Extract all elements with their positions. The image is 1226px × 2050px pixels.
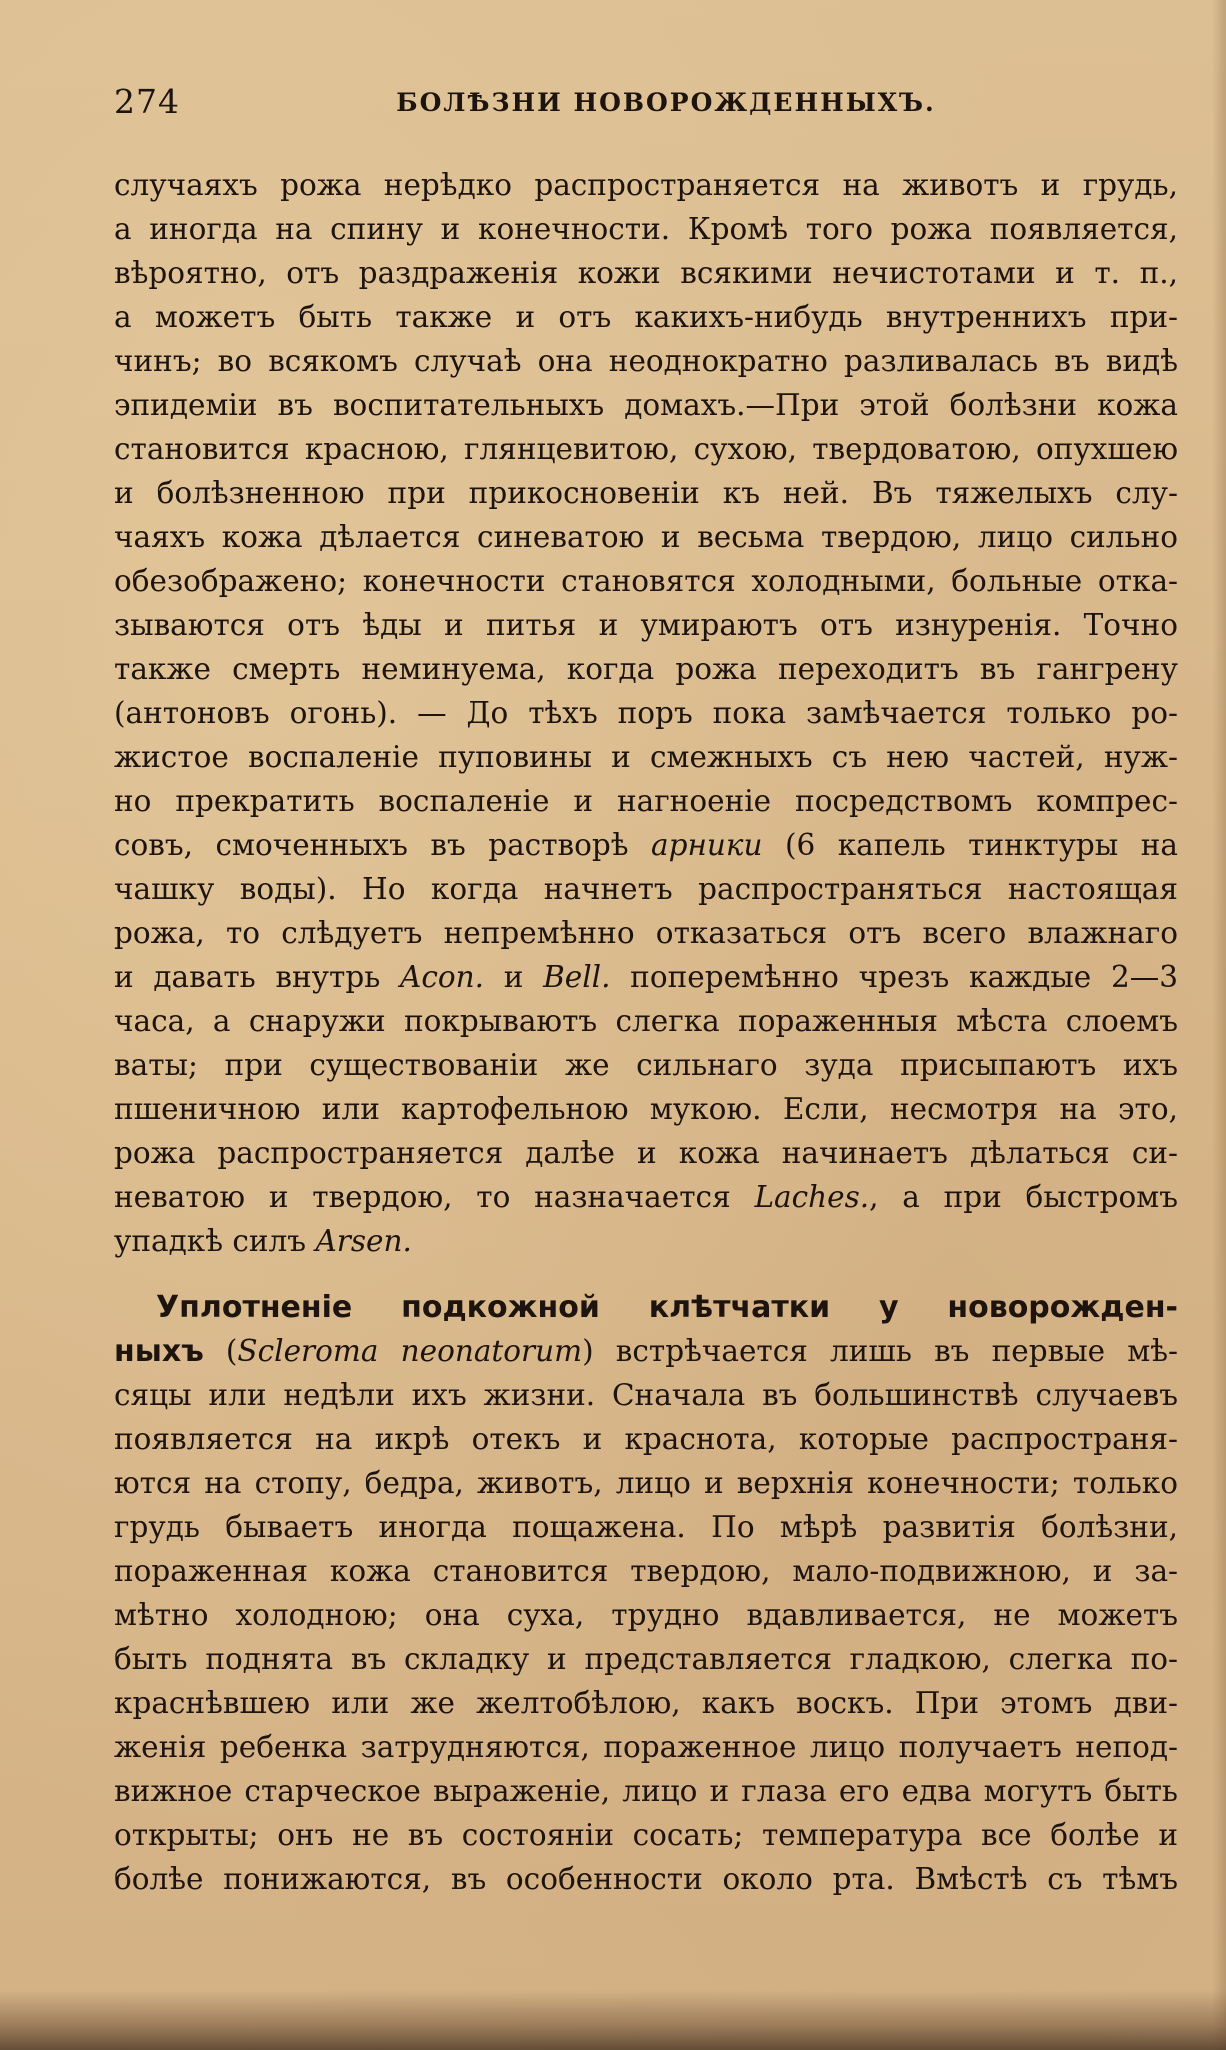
text-line [114, 955, 1178, 999]
text-line: а иногда на спину и конечности. Кромѣ того рожа появляется, [114, 212, 1178, 246]
text-line: болѣе понижаются, въ особенности около рта. Вмѣстѣ съ тѣмъ [114, 1862, 1178, 1896]
text-span: ( [203, 1334, 238, 1368]
text-line: открыты; онъ не въ состояніи сосать; температура все болѣе и [114, 1818, 1178, 1852]
text-line: ются на стопу, бедра, животъ, лицо и верхнія конечности; только [114, 1466, 1178, 1500]
text-span: поперемѣнно чрезъ каждые 2—3 [610, 960, 1178, 994]
page-number: 274 [114, 82, 180, 121]
page-edge-shadow [1212, 0, 1226, 2050]
text-span: ) встрѣчается лишь въ первые мѣ- [582, 1334, 1178, 1368]
italic-term: Scleroma neonatorum [237, 1334, 583, 1368]
text-span: и [483, 960, 544, 994]
italic-term: арники [651, 828, 763, 862]
paragraph-gap [114, 1263, 1178, 1285]
text-line: случаяхъ рожа нерѣдко распространяется на животъ и грудь, [114, 168, 1178, 202]
text-line: чашку воды). Но когда начнетъ распространяться настоящая [114, 872, 1178, 906]
text-line: рожа распространяется далѣе и кожа начинаетъ дѣлаться си- [114, 1136, 1178, 1170]
text-line: часа, а снаружи покрываютъ слегка пораженныя мѣста слоемъ [114, 1004, 1178, 1038]
text-line: ваты; при существованіи же сильнаго зуда присыпаютъ ихъ [114, 1048, 1178, 1082]
text-line: зываются отъ ѣды и питья и умираютъ отъ изнуренія. Точно [114, 608, 1178, 642]
text-line: мѣтно холодною; она суха, трудно вдавливается, не можетъ [114, 1598, 1178, 1632]
text-span: упадкѣ силъ [114, 1224, 316, 1258]
text-line [114, 1329, 1178, 1373]
text-line: вѣроятно, отъ раздраженія кожи всякими нечистотами и т. п., [114, 256, 1178, 290]
text-line [114, 1175, 1178, 1219]
text-line: сяцы или недѣли ихъ жизни. Сначала въ большинствѣ случаевъ [114, 1378, 1178, 1412]
section-heading: Уплотненіе подкожной клѣтчатки у новорожден- [156, 1290, 1178, 1325]
text-line: чаяхъ кожа дѣлается синеватою и весьма твердою, лицо сильно [114, 520, 1178, 554]
text-line: вижное старческое выраженіе, лицо и глаза его едва могутъ быть [114, 1774, 1178, 1808]
text-line: грудь бываетъ иногда пощажена. По мѣрѣ развитія болѣзни, [114, 1510, 1178, 1544]
section-heading-line [114, 1285, 1178, 1329]
text-line: также смерть неминуема, когда рожа переходитъ въ гангрену [114, 652, 1178, 686]
text-line: появляется на икрѣ отекъ и краснота, которые распространя- [114, 1422, 1178, 1456]
italic-term: Acon. [400, 960, 484, 994]
text-line: эпидеміи въ воспитательныхъ домахъ.—При этой болѣзни кожа [114, 388, 1178, 422]
text-line: быть поднята въ складку и представляется гладкою, слегка по- [114, 1642, 1178, 1676]
italic-term: Laches. [754, 1180, 870, 1214]
text-line: женія ребенка затрудняются, пораженное лицо получаетъ непод- [114, 1730, 1178, 1764]
text-span: , а при быстромъ [869, 1180, 1178, 1214]
text-line [114, 823, 1178, 867]
text-line: пшеничною или картофельною мукою. Если, несмотря на это, [114, 1092, 1178, 1126]
text-span: неватою и твердою, то назначается [114, 1180, 755, 1214]
text-line: обезображено; конечности становятся холодными, больные отка- [114, 564, 1178, 598]
page-bottom-shadow [0, 1990, 1226, 2050]
text-span: совъ, смоченныхъ въ растворѣ [114, 828, 652, 862]
text-line: чинъ; во всякомъ случаѣ она неоднократно разливалась въ видѣ [114, 344, 1178, 378]
text-line: жистое воспаленіе пуповины и смежныхъ съ нею частей, нуж- [114, 740, 1178, 774]
text-line: рожа, то слѣдуетъ непремѣнно отказаться отъ всего влажнаго [114, 916, 1178, 950]
text-line: а можетъ быть также и отъ какихъ-нибудь внутреннихъ при- [114, 300, 1178, 334]
text-line [114, 1219, 1178, 1263]
italic-term: Bell. [543, 960, 611, 994]
text-line: (антоновъ огонь). — До тѣхъ поръ пока замѣчается только ро- [114, 696, 1178, 730]
running-head: БОЛѢЗНИ НОВОРОЖДЕННЫХЪ. [396, 88, 936, 117]
text-span: и давать внутрь [114, 960, 401, 994]
text-line: пораженная кожа становится твердою, мало-подвижною, и за- [114, 1554, 1178, 1588]
body-text [114, 163, 1178, 1901]
text-line: краснѣвшею или же желтобѣлою, какъ воскъ. При этомъ дви- [114, 1686, 1178, 1720]
text-line: но прекратить воспаленіе и нагноеніе посредствомъ компрес- [114, 784, 1178, 818]
text-span: (6 капель тинктуры на [762, 828, 1178, 862]
text-line: становится красною, глянцевитою, сухою, твердоватою, опухшею [114, 432, 1178, 466]
section-heading: ныхъ [114, 1334, 204, 1369]
page-header [114, 82, 1178, 126]
text-line: и болѣзненною при прикосновеніи къ ней. Въ тяжелыхъ слу- [114, 476, 1178, 510]
italic-term: Arsen. [315, 1224, 412, 1258]
